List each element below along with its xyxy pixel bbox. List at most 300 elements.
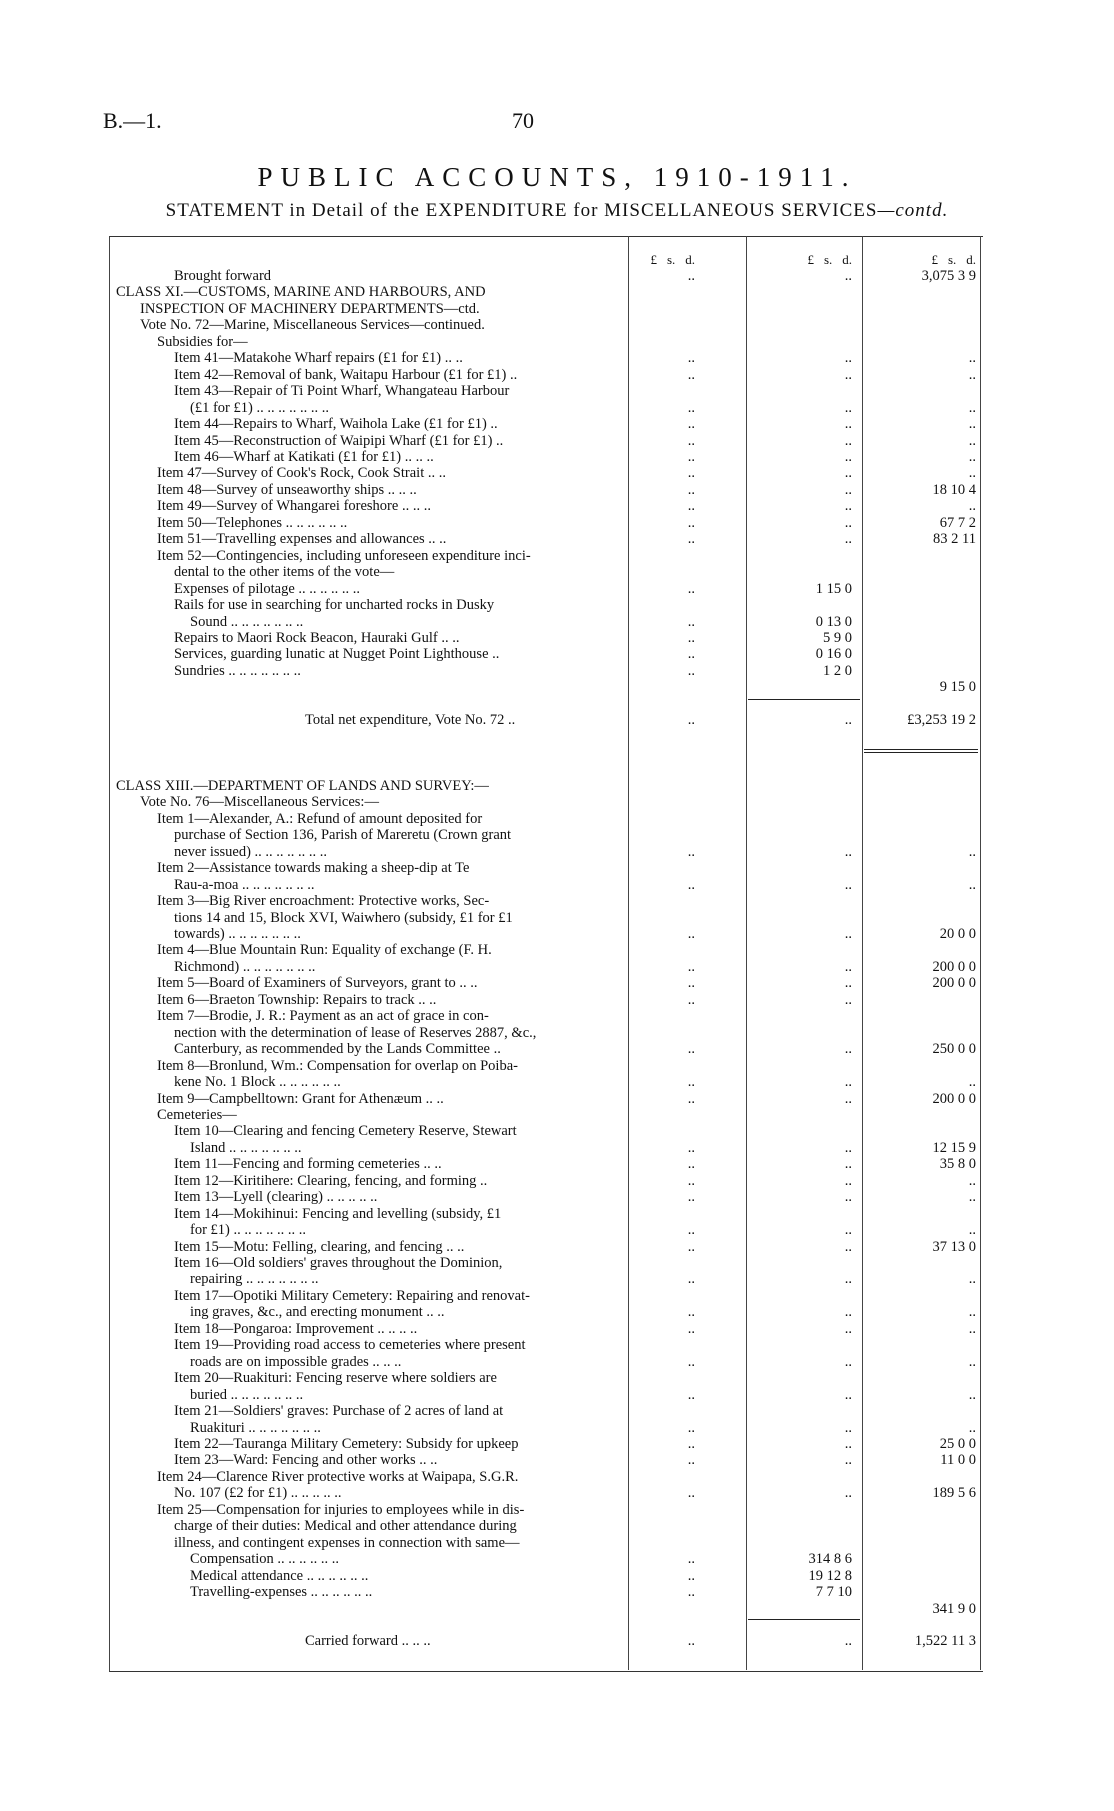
- amount-cell: ..: [844, 1386, 852, 1403]
- amount-cell: ..: [968, 1353, 976, 1370]
- row-description: Item 50—Telephones .. .. .. .. .. ..: [157, 514, 348, 531]
- amount-cell: ..: [968, 1304, 976, 1321]
- table-row: [0, 1140, 1114, 1156]
- amount-cell: 25 0 0: [939, 1436, 976, 1452]
- table-row: [0, 1337, 1114, 1353]
- amount-cell: ..: [687, 1189, 695, 1206]
- subtitle-contd: —contd.: [877, 200, 949, 221]
- amount-cell: ..: [687, 876, 695, 893]
- amount-cell: ..: [687, 1633, 695, 1650]
- table-row: [0, 1452, 1114, 1468]
- amount-cell: ..: [687, 629, 695, 646]
- table-row: [0, 1420, 1114, 1436]
- amount-cell: ..: [687, 1320, 695, 1337]
- table-row: [0, 860, 1114, 876]
- amount-cell: ..: [844, 1485, 852, 1502]
- row-description: Sundries .. .. .. .. .. .. ..: [174, 662, 301, 679]
- table-row: [0, 317, 1114, 333]
- currency-unit: d.: [842, 252, 852, 267]
- row-description: Item 14—Mokihinui: Fencing and levelling (subsidy, £1: [174, 1205, 502, 1222]
- amount-cell: ..: [687, 1172, 695, 1189]
- amount-cell: ..: [844, 1139, 852, 1156]
- amount-cell: 18 10 4: [932, 481, 976, 498]
- table-row: [0, 301, 1114, 317]
- amount-cell: ..: [687, 350, 695, 367]
- row-description: Travelling-expenses .. .. .. .. .. ..: [190, 1584, 373, 1600]
- amount-cell: ..: [687, 975, 695, 992]
- table-row: [0, 548, 1114, 564]
- amount-cell: ..: [844, 1041, 852, 1058]
- row-description: Item 20—Ruakituri: Fencing reserve where soldiers are: [174, 1370, 497, 1387]
- row-description: Richmond) .. .. .. .. .. .. ..: [174, 958, 316, 975]
- row-description: Vote No. 72—Marine, Miscellaneous Services—continued.: [140, 317, 485, 334]
- row-description: kene No. 1 Block .. .. .. .. .. ..: [174, 1074, 341, 1090]
- page-number: 70: [512, 108, 534, 133]
- row-description: Item 45—Reconstruction of Waipipi Wharf (£1 for £1) ..: [174, 432, 504, 449]
- row-description: nection with the determination of lease of Reserves 2887, &c.,: [174, 1024, 537, 1041]
- table-row: [0, 515, 1114, 531]
- currency-header-cell: [868, 252, 976, 268]
- amount-cell: ..: [687, 1238, 695, 1255]
- table-row: [0, 712, 1114, 728]
- row-description: Canterbury, as recommended by the Lands Committee ..: [174, 1041, 501, 1058]
- table-row: [0, 1304, 1114, 1320]
- row-description: Compensation .. .. .. .. .. ..: [190, 1551, 340, 1568]
- table-row: [0, 778, 1114, 794]
- row-description: Item 48—Survey of unseaworthy ships .. .. ..: [157, 481, 417, 498]
- amount-cell: ..: [968, 1172, 976, 1189]
- row-description: Item 13—Lyell (clearing) .. .. .. .. ..: [174, 1189, 378, 1206]
- row-description: Item 42—Removal of bank, Waitapu Harbour (£1 for £1) ..: [174, 366, 518, 383]
- table-row: [0, 1617, 1114, 1633]
- table-row: [0, 1387, 1114, 1403]
- row-description: Item 43—Repair of Ti Point Wharf, Whangateau Harbour: [174, 383, 510, 400]
- amount-cell: 11 0 0: [940, 1452, 976, 1469]
- subtotal-rule: [748, 1619, 860, 1620]
- amount-cell: 19 12 8: [808, 1567, 852, 1584]
- amount-cell: ..: [687, 1436, 695, 1452]
- table-row: [0, 1239, 1114, 1255]
- amount-cell: ..: [844, 416, 852, 432]
- table-row: [0, 416, 1114, 432]
- row-description: Vote No. 76—Miscellaneous Services:—: [140, 794, 379, 811]
- row-description: Item 25—Compensation for injuries to employees while in dis-: [157, 1501, 525, 1518]
- currency-unit: s.: [947, 252, 957, 267]
- amount-cell: ..: [844, 876, 852, 893]
- table-row: [0, 1074, 1114, 1090]
- table-row: [0, 1518, 1114, 1534]
- page-title: PUBLIC ACCOUNTS, 1910-1911.: [257, 162, 857, 192]
- amount-cell: ..: [687, 1452, 695, 1469]
- amount-cell: 0 13 0: [815, 613, 852, 630]
- row-description: INSPECTION OF MACHINERY DEPARTMENTS—ctd.: [140, 300, 480, 317]
- row-description: (£1 for £1) .. .. .. .. .. .. ..: [190, 399, 329, 416]
- amount-cell: 3,075 3 9: [921, 268, 976, 284]
- table-row: [0, 1008, 1114, 1024]
- amount-cell: 5 9 0: [823, 629, 852, 646]
- amount-cell: ..: [968, 1419, 976, 1436]
- table-row: [0, 597, 1114, 613]
- amount-cell: ..: [968, 399, 976, 416]
- amount-cell: ..: [687, 432, 695, 449]
- amount-cell: ..: [844, 448, 852, 465]
- total-rule: [864, 752, 978, 753]
- row-description: Medical attendance .. .. .. .. .. ..: [190, 1567, 369, 1584]
- row-description: Item 52—Contingencies, including unforeseen expenditure inci-: [157, 547, 531, 564]
- amount-cell: ..: [687, 1041, 695, 1058]
- table-row: [0, 614, 1114, 630]
- amount-cell: ..: [844, 1238, 852, 1255]
- table-row: [0, 482, 1114, 498]
- table-row: [0, 498, 1114, 514]
- row-description: Item 19—Providing road access to cemeteries where present: [174, 1337, 526, 1354]
- amount-cell: 200 0 0: [932, 958, 976, 975]
- amount-cell: ..: [844, 1419, 852, 1436]
- amount-cell: ..: [687, 958, 695, 975]
- amount-cell: ..: [687, 1485, 695, 1502]
- row-description: Item 16—Old soldiers' graves throughout the Dominion,: [174, 1255, 503, 1271]
- row-description: roads are on impossible grades .. .. ..: [190, 1353, 402, 1370]
- amount-cell: ..: [687, 1353, 695, 1370]
- amount-cell: ..: [687, 1567, 695, 1584]
- table-row: [0, 1156, 1114, 1172]
- amount-cell: ..: [687, 1222, 695, 1239]
- row-description: Item 11—Fencing and forming cemeteries .. ..: [174, 1156, 442, 1173]
- subtotal-rule: [748, 699, 860, 700]
- amount-cell: ..: [844, 1156, 852, 1173]
- amount-cell: ..: [968, 498, 976, 515]
- table-row: [0, 1403, 1114, 1419]
- table-row: [0, 729, 1114, 745]
- amount-cell: 314 8 6: [808, 1551, 852, 1568]
- row-description: purchase of Section 136, Parish of Mareretu (Crown grant: [174, 827, 512, 844]
- amount-cell: ..: [687, 613, 695, 630]
- amount-cell: ..: [687, 268, 695, 284]
- row-description: Item 4—Blue Mountain Run: Equality of exchange (F. H.: [157, 942, 492, 959]
- amount-cell: ..: [844, 481, 852, 498]
- amount-cell: 20 0 0: [939, 926, 976, 942]
- table-row: [0, 465, 1114, 481]
- row-description: dental to the other items of the vote—: [174, 564, 395, 581]
- table-row: [0, 1222, 1114, 1238]
- currency-unit: d.: [966, 252, 976, 267]
- amount-cell: ..: [844, 531, 852, 548]
- row-description: Carried forward .. .. ..: [305, 1633, 431, 1650]
- amount-cell: ..: [968, 366, 976, 383]
- table-row: [0, 1321, 1114, 1337]
- amount-cell: ..: [968, 350, 976, 367]
- table-row: [0, 893, 1114, 909]
- row-description: Item 23—Ward: Fencing and other works .. ..: [174, 1452, 438, 1469]
- table-row: [0, 762, 1114, 778]
- row-description: Subsidies for—: [157, 333, 248, 350]
- table-row: [0, 630, 1114, 646]
- row-description: Total net expenditure, Vote No. 72 ..: [305, 712, 516, 729]
- amount-cell: ..: [687, 580, 695, 597]
- amount-cell: ..: [687, 712, 695, 729]
- amount-cell: ..: [687, 531, 695, 548]
- table-row: [0, 1189, 1114, 1205]
- row-description: Sound .. .. .. .. .. .. ..: [190, 613, 304, 630]
- amount-cell: ..: [844, 1172, 852, 1189]
- currency-unit: s.: [666, 252, 676, 267]
- row-description: Item 44—Repairs to Wharf, Waihola Lake (£1 for £1) ..: [174, 416, 498, 432]
- table-row: [0, 844, 1114, 860]
- row-description: Item 51—Travelling expenses and allowances .. ..: [157, 531, 447, 548]
- currency-unit: £: [650, 252, 657, 267]
- table-row: [0, 1058, 1114, 1074]
- amount-cell: ..: [687, 1304, 695, 1321]
- amount-cell: ..: [687, 926, 695, 942]
- amount-cell: ..: [687, 514, 695, 531]
- row-description: tions 14 and 15, Block XVI, Waiwhero (subsidy, £1 for £1: [174, 909, 513, 926]
- table-row: [0, 942, 1114, 958]
- amount-cell: ..: [844, 1436, 852, 1452]
- table-row: [0, 1568, 1114, 1584]
- table-row: [0, 367, 1114, 383]
- row-description: Item 41—Matakohe Wharf repairs (£1 for £1) .. ..: [174, 350, 463, 367]
- amount-cell: ..: [968, 1074, 976, 1090]
- table-row: [0, 449, 1114, 465]
- amount-cell: ..: [687, 448, 695, 465]
- currency-unit: £: [807, 252, 814, 267]
- table-row: [0, 284, 1114, 300]
- amount-cell: ..: [844, 366, 852, 383]
- amount-cell: 1 2 0: [823, 662, 852, 679]
- amount-cell: 35 8 0: [939, 1156, 976, 1173]
- amount-cell: ..: [844, 498, 852, 515]
- row-description: Island .. .. .. .. .. .. ..: [190, 1139, 302, 1156]
- amount-cell: ..: [687, 662, 695, 679]
- table-row: [0, 334, 1114, 350]
- table-row: [0, 663, 1114, 679]
- amount-cell: ..: [687, 1551, 695, 1568]
- table-row: [0, 975, 1114, 991]
- table-row: [0, 1271, 1114, 1287]
- amount-cell: 200 0 0: [932, 975, 976, 992]
- table-row: [0, 1535, 1114, 1551]
- row-description: Item 7—Brodie, J. R.: Payment as an act of grace in con-: [157, 1008, 489, 1025]
- amount-cell: 7 7 10: [815, 1584, 852, 1600]
- table-row: [0, 1123, 1114, 1139]
- row-description: Item 2—Assistance towards making a sheep-dip at Te: [157, 860, 470, 877]
- amount-cell: ..: [844, 958, 852, 975]
- table-row: [0, 1633, 1114, 1649]
- table-row: [0, 1485, 1114, 1501]
- amount-cell: ..: [687, 366, 695, 383]
- row-description: CLASS XIII.—DEPARTMENT OF LANDS AND SURVEY:—: [116, 778, 489, 794]
- row-description: Item 1—Alexander, A.: Refund of amount deposited for: [157, 810, 483, 827]
- table-row: [0, 383, 1114, 399]
- row-description: never issued) .. .. .. .. .. .. ..: [174, 843, 328, 860]
- amount-cell: £3,253 19 2: [907, 712, 976, 729]
- row-description: charge of their duties: Medical and other attendance during: [174, 1518, 517, 1535]
- amount-cell: ..: [844, 350, 852, 367]
- currency-unit: s.: [823, 252, 833, 267]
- amount-cell: 200 0 0: [932, 1090, 976, 1107]
- amount-cell: ..: [687, 1156, 695, 1173]
- table-row: [0, 992, 1114, 1008]
- table-row: [0, 959, 1114, 975]
- amount-cell: ..: [844, 268, 852, 284]
- table-row: [0, 350, 1114, 366]
- amount-cell: ..: [687, 1419, 695, 1436]
- amount-cell: ..: [844, 1633, 852, 1650]
- row-description: Item 46—Wharf at Katikati (£1 for £1) .. .. ..: [174, 448, 434, 465]
- table-row: [0, 268, 1114, 284]
- currency-unit: £: [931, 252, 938, 267]
- amount-cell: ..: [844, 465, 852, 482]
- amount-cell: ..: [968, 1386, 976, 1403]
- table-row: [0, 1436, 1114, 1452]
- amount-cell: 1,522 11 3: [914, 1633, 976, 1650]
- amount-cell: ..: [687, 646, 695, 663]
- row-description: Item 21—Soldiers' graves: Purchase of 2 acres of land at: [174, 1403, 504, 1419]
- amount-cell: ..: [844, 399, 852, 416]
- table-row: [0, 794, 1114, 810]
- amount-cell: ..: [687, 1090, 695, 1107]
- amount-cell: ..: [968, 465, 976, 482]
- amount-cell: ..: [968, 432, 976, 449]
- row-description: buried .. .. .. .. .. .. ..: [190, 1386, 304, 1403]
- table-row: [0, 1107, 1114, 1123]
- amount-cell: ..: [844, 1074, 852, 1090]
- row-description: CLASS XI.—CUSTOMS, MARINE AND HARBOURS, AND: [116, 284, 486, 301]
- amount-cell: ..: [687, 1386, 695, 1403]
- amount-cell: ..: [844, 991, 852, 1008]
- amount-cell: ..: [687, 991, 695, 1008]
- table-row: [0, 564, 1114, 580]
- row-description: Item 10—Clearing and fencing Cemetery Reserve, Stewart: [174, 1123, 517, 1140]
- row-description: for £1) .. .. .. .. .. .. ..: [190, 1222, 306, 1239]
- row-description: Item 6—Braeton Township: Repairs to track .. ..: [157, 991, 437, 1008]
- table-row: [0, 1551, 1114, 1567]
- table-row: [0, 581, 1114, 597]
- amount-cell: ..: [844, 1090, 852, 1107]
- table-row: [0, 1601, 1114, 1617]
- amount-cell: ..: [844, 1452, 852, 1469]
- row-description: Repairs to Maori Rock Beacon, Hauraki Gulf .. ..: [174, 629, 460, 646]
- amount-cell: 250 0 0: [932, 1041, 976, 1058]
- amount-cell: ..: [844, 1189, 852, 1206]
- amount-cell: ..: [687, 1139, 695, 1156]
- table-row: [0, 1173, 1114, 1189]
- row-description: Item 17—Opotiki Military Cemetery: Repairing and renovat-: [174, 1287, 530, 1304]
- amount-cell: ..: [687, 399, 695, 416]
- row-description: Ruakituri .. .. .. .. .. .. ..: [190, 1419, 321, 1436]
- amount-cell: ..: [968, 1189, 976, 1206]
- table-row: [0, 1469, 1114, 1485]
- table-row: [0, 910, 1114, 926]
- table-row: [0, 679, 1114, 695]
- amount-cell: ..: [968, 1222, 976, 1239]
- amount-cell: ..: [844, 1222, 852, 1239]
- amount-cell: 67 7 2: [939, 514, 976, 531]
- row-description: Item 24—Clarence River protective works at Waipapa, S.G.R.: [157, 1468, 519, 1485]
- row-description: Item 49—Survey of Whangarei foreshore .. .. ..: [157, 498, 431, 515]
- amount-cell: ..: [687, 498, 695, 515]
- amount-cell: ..: [844, 712, 852, 729]
- amount-cell: ..: [844, 1320, 852, 1337]
- amount-cell: 189 5 6: [932, 1485, 976, 1502]
- amount-cell: ..: [968, 1271, 976, 1288]
- amount-cell: ..: [844, 1304, 852, 1321]
- amount-cell: ..: [687, 843, 695, 860]
- table-row: [0, 1041, 1114, 1057]
- row-description: Rails for use in searching for uncharted rocks in Dusky: [174, 597, 495, 613]
- amount-cell: ..: [968, 876, 976, 893]
- amount-cell: ..: [687, 481, 695, 498]
- table-row: [0, 1584, 1114, 1600]
- row-description: Item 9—Campbelltown: Grant for Athenæum .. ..: [157, 1090, 444, 1107]
- table-row: [0, 1502, 1114, 1518]
- amount-cell: ..: [687, 1074, 695, 1090]
- amount-cell: ..: [968, 448, 976, 465]
- table-row: [0, 1370, 1114, 1386]
- row-description: No. 107 (£2 for £1) .. .. .. .. ..: [174, 1485, 342, 1502]
- amount-cell: ..: [844, 926, 852, 942]
- table-row: [0, 1288, 1114, 1304]
- row-description: Item 5—Board of Examiners of Surveyors, grant to .. ..: [157, 975, 478, 992]
- row-description: Brought forward: [174, 268, 272, 284]
- row-description: Rau-a-moa .. .. .. .. .. .. ..: [174, 876, 315, 893]
- row-description: towards) .. .. .. .. .. .. ..: [174, 926, 301, 942]
- amount-cell: ..: [687, 1584, 695, 1600]
- amount-cell: 9 15 0: [939, 679, 976, 696]
- row-description: Services, guarding lunatic at Nugget Point Lighthouse ..: [174, 646, 500, 663]
- table-row: [0, 811, 1114, 827]
- amount-cell: ..: [687, 416, 695, 432]
- amount-cell: 0 16 0: [815, 646, 852, 663]
- table-row: [0, 877, 1114, 893]
- amount-cell: 12 15 9: [932, 1139, 976, 1156]
- row-description: repairing .. .. .. .. .. .. ..: [190, 1271, 319, 1288]
- amount-cell: 341 9 0: [932, 1600, 976, 1617]
- amount-cell: ..: [968, 1320, 976, 1337]
- amount-cell: ..: [844, 432, 852, 449]
- currency-unit: d.: [685, 252, 695, 267]
- table-row: [0, 827, 1114, 843]
- row-description: Item 15—Motu: Felling, clearing, and fencing .. ..: [174, 1238, 465, 1255]
- row-description: illness, and contingent expenses in connection with same—: [174, 1534, 520, 1551]
- row-description: Item 12—Kiritihere: Clearing, fencing, and forming ..: [174, 1172, 488, 1189]
- row-description: Item 47—Survey of Cook's Rock, Cook Strait .. ..: [157, 465, 446, 482]
- table-row: [0, 745, 1114, 761]
- amount-cell: ..: [844, 514, 852, 531]
- amount-cell: ..: [687, 1271, 695, 1288]
- row-description: Item 3—Big River encroachment: Protective works, Sec-: [157, 893, 490, 910]
- amount-cell: 1 15 0: [815, 580, 852, 597]
- amount-cell: ..: [844, 1271, 852, 1288]
- total-rule: [864, 749, 978, 750]
- table-row: [0, 1255, 1114, 1271]
- currency-header: [0, 252, 1114, 268]
- amount-cell: 83 2 11: [933, 531, 976, 548]
- row-description: Item 22—Tauranga Military Cemetery: Subsidy for upkeep: [174, 1436, 519, 1452]
- amount-cell: ..: [968, 416, 976, 432]
- table-row: [0, 1025, 1114, 1041]
- table-row: [0, 1354, 1114, 1370]
- table-row: [0, 400, 1114, 416]
- table-row: [0, 433, 1114, 449]
- amount-cell: ..: [844, 843, 852, 860]
- row-description: Cemeteries—: [157, 1106, 237, 1123]
- table-row: [0, 696, 1114, 712]
- row-description: Item 8—Bronlund, Wm.: Compensation for overlap on Poiba-: [157, 1057, 518, 1074]
- document-reference: B.—1.: [103, 108, 162, 133]
- table-row: [0, 1091, 1114, 1107]
- amount-cell: ..: [687, 465, 695, 482]
